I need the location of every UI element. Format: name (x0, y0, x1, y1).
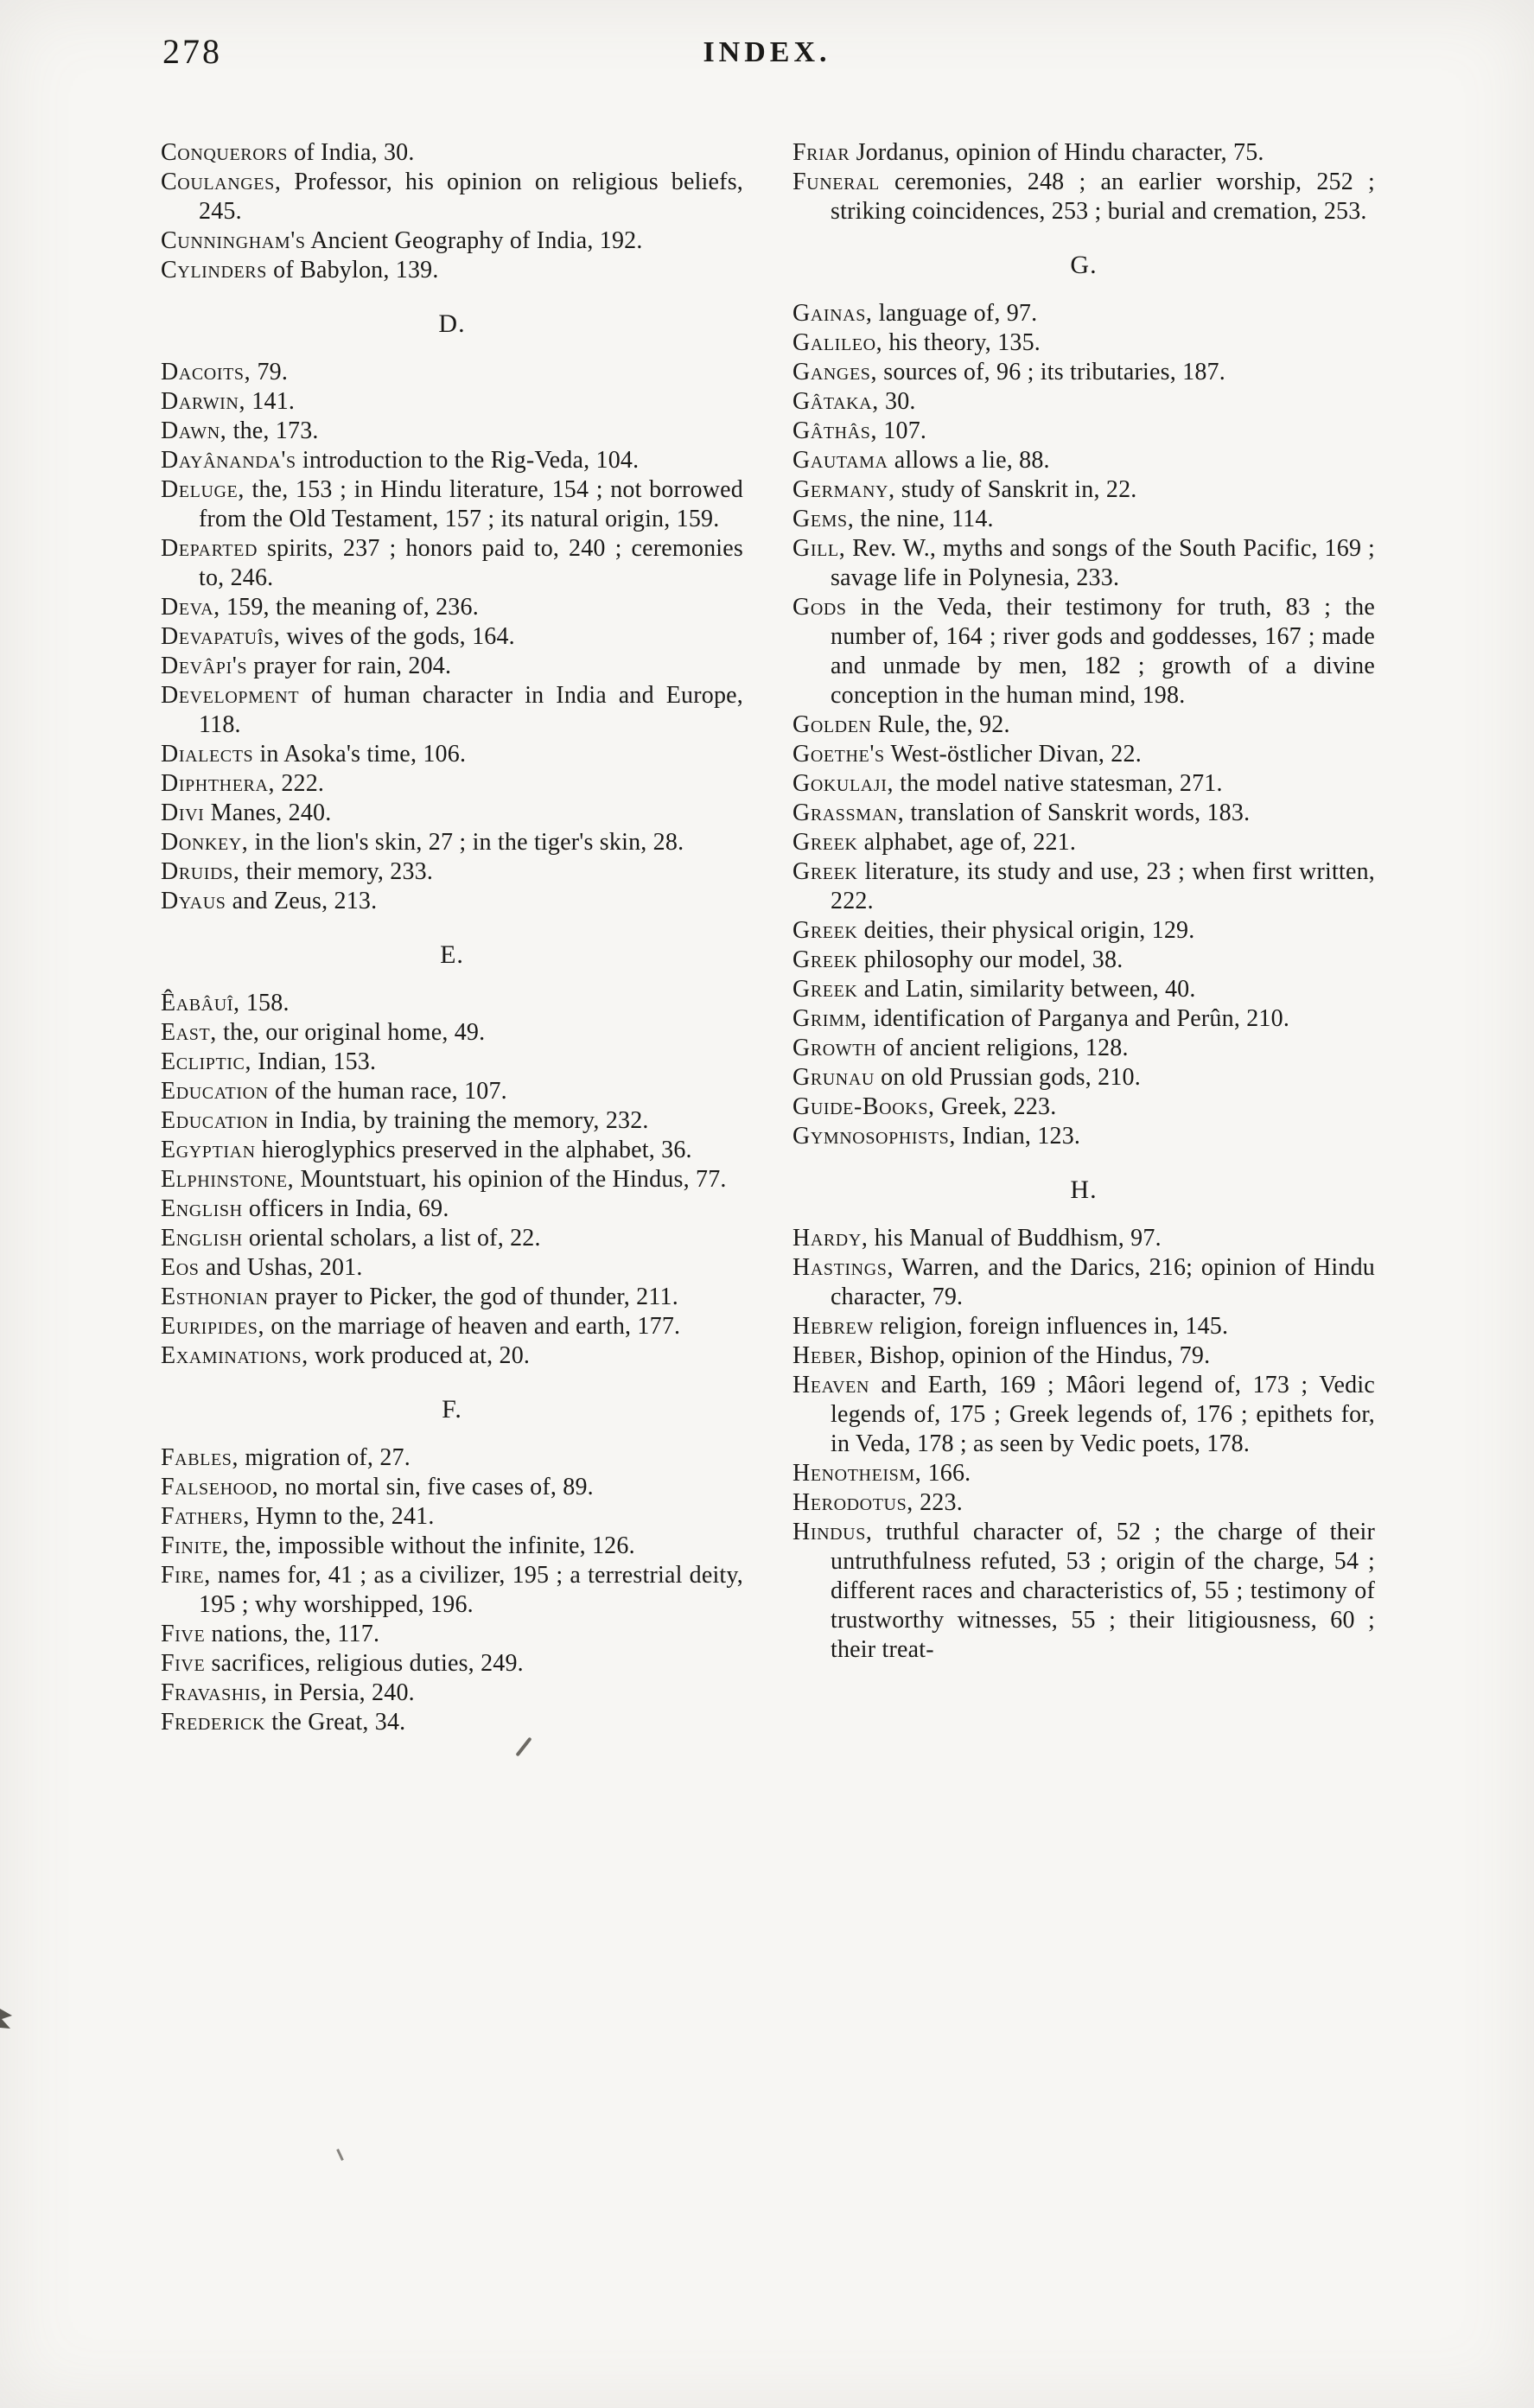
entry-term: Euripides, (161, 1313, 265, 1340)
index-entry (161, 256, 743, 285)
entry-text: translation of Sanskrit words, 183. (910, 799, 1251, 826)
entry-term: Hastings, (792, 1254, 894, 1281)
index-entry (161, 226, 743, 256)
entry-term: Ecliptic, (161, 1048, 252, 1075)
entry-term: Grassman, (792, 799, 905, 826)
index-entry (792, 1224, 1375, 1253)
entry-text: the, impossible without the infinite, 126. (235, 1532, 635, 1559)
index-entry (161, 1018, 743, 1048)
entry-text: names for, 41 ; as a civilizer, 195 ; a terrestrial deity, 195 ; why worshipped, 196. (199, 1562, 743, 1618)
index-entry (792, 138, 1375, 168)
section-heading: E. (440, 940, 464, 969)
entry-text: the model native statesman, 271. (900, 770, 1223, 797)
entry-term: Examinations, (161, 1342, 309, 1369)
entry-term: Herodotus, (792, 1489, 913, 1516)
entry-term: Dacoits, (161, 359, 251, 385)
index-entry (161, 857, 743, 887)
index-entry (161, 138, 743, 168)
index-entry (161, 534, 743, 593)
index-entry (161, 1136, 743, 1165)
entry-text: the nine, 114. (860, 506, 994, 532)
index-column-left (161, 138, 743, 1737)
section-heading: G. (1070, 251, 1098, 279)
index-entry (161, 475, 743, 534)
entry-term: Diphthera, (161, 770, 276, 797)
entry-term: Frederick (161, 1709, 265, 1736)
entry-text: migration of, 27. (245, 1444, 411, 1471)
entry-term: Gokulaji, (792, 770, 894, 797)
index-entry (792, 975, 1375, 1004)
entry-text: and Zeus, 213. (232, 888, 378, 914)
entry-term: Greek (792, 976, 858, 1003)
index-entry (792, 799, 1375, 828)
section-heading: F. (442, 1395, 462, 1424)
entry-text: introduction to the Rig-Veda, 104. (302, 447, 640, 474)
entry-text: of human character in India and Europe, 118. (199, 682, 743, 738)
entry-term: Divi (161, 799, 205, 826)
entry-term: Dyaus (161, 888, 226, 914)
index-entry (792, 1063, 1375, 1093)
entry-text: Jordanus, opinion of Hindu character, 75. (856, 139, 1264, 166)
entry-text: Bishop, opinion of the Hindus, 79. (869, 1342, 1211, 1369)
entry-text: in Asoka's time, 106. (259, 741, 467, 768)
index-entry (792, 1004, 1375, 1034)
index-entry (161, 1048, 743, 1077)
entry-text: of the human race, 107. (274, 1078, 507, 1105)
entry-term: Fables, (161, 1444, 239, 1471)
entry-text: and Latin, similarity between, 40. (863, 976, 1196, 1003)
entry-text: Rev. W., myths and songs of the South Pacific, 169 ; savage life in Polynesia, 233. (831, 535, 1375, 591)
index-entry (792, 857, 1375, 916)
entry-text: ceremonies, 248 ; an earlier worship, 252 ; striking coincidences, 253 ; burial and cremation, 253. (831, 169, 1375, 225)
index-entry (161, 1620, 743, 1649)
entry-term: Grimm, (792, 1005, 868, 1032)
index-entry (792, 417, 1375, 446)
entry-text: hieroglyphics preserved in the alphabet, 36. (261, 1137, 692, 1163)
entry-term: Donkey, (161, 829, 249, 856)
entry-term: Darwin, (161, 388, 246, 415)
entry-text: and Ushas, 201. (205, 1254, 363, 1281)
entry-text: 222. (281, 770, 325, 797)
index-entry (792, 1488, 1375, 1518)
entry-text: Greek, 223. (940, 1093, 1057, 1120)
section-heading: H. (1070, 1175, 1098, 1204)
index-entry (792, 1312, 1375, 1341)
index-entry (161, 989, 743, 1018)
entry-term: Golden (792, 711, 872, 738)
entry-text: in Persia, 240. (273, 1679, 415, 1706)
entry-term: Greek (792, 858, 858, 885)
index-entry (792, 1518, 1375, 1665)
entry-text: Ancient Geography of India, 192. (310, 227, 643, 254)
index-entry (161, 622, 743, 652)
entry-term: Henotheism, (792, 1460, 922, 1487)
entry-term: Egyptian (161, 1137, 256, 1163)
entry-text: officers in India, 69. (248, 1195, 449, 1222)
entry-text: prayer for rain, 204. (253, 653, 452, 679)
entry-term: Cunningham's (161, 227, 306, 254)
entry-term: Ganges, (792, 359, 878, 385)
entry-text: Rule, the, 92. (877, 711, 1010, 738)
section-heading: D. (438, 309, 466, 338)
entry-term: Hebrew (792, 1313, 874, 1340)
entry-term: Falsehood, (161, 1474, 279, 1500)
entry-term: Fathers, (161, 1503, 250, 1530)
entry-term: Education (161, 1078, 269, 1105)
entry-text: his theory, 135. (888, 329, 1041, 356)
entry-text: allows a lie, 88. (894, 447, 1050, 474)
entry-term: Gâtaka, (792, 388, 879, 415)
index-entry (792, 328, 1375, 358)
index-entry (792, 1122, 1375, 1151)
entry-text: their memory, 233. (245, 858, 434, 885)
entry-term: Gill, (792, 535, 846, 562)
entry-term: Departed (161, 535, 258, 562)
entry-term: Heber, (792, 1342, 863, 1369)
entry-term: Eos (161, 1254, 200, 1281)
entry-term: Conquerors (161, 139, 288, 166)
entry-term: English (161, 1225, 243, 1252)
entry-term: Heaven (792, 1372, 870, 1398)
entry-text: language of, 97. (878, 300, 1038, 327)
index-entry (792, 299, 1375, 328)
index-entry (792, 168, 1375, 226)
entry-text: the, our original home, 49. (223, 1019, 486, 1046)
entry-term: Gâthâs, (792, 417, 878, 444)
index-entry (161, 652, 743, 681)
page-title: INDEX. (703, 36, 831, 68)
entry-text: nations, the, 117. (211, 1621, 380, 1647)
entry-term: Guide-Books, (792, 1093, 935, 1120)
index-entry (161, 446, 743, 475)
entry-text: truthful character of, 52 ; the charge of their untruthfulness refuted, 53 ; origin of the charge, 54 ; different races and characteristics of, 55 ; testimony of trustworthy witnesses, 55 ; their litigiousness, 60 ; their treat- (831, 1519, 1376, 1663)
entry-term: Galileo, (792, 329, 883, 356)
index-entry (161, 1283, 743, 1312)
index-entry (161, 799, 743, 828)
index-entry (792, 710, 1375, 740)
entry-term: Esthonian (161, 1284, 269, 1310)
entry-term: Deluge, (161, 476, 245, 503)
index-entry (792, 593, 1375, 710)
entry-term: Dialects (161, 741, 254, 768)
entry-term: Dayânanda's (161, 447, 296, 474)
index-entry (161, 1561, 743, 1620)
entry-term: Fravashis, (161, 1679, 268, 1706)
index-entry (792, 1093, 1375, 1122)
entry-term: Devâpi's (161, 653, 248, 679)
entry-term: Development (161, 682, 300, 709)
index-entry (792, 446, 1375, 475)
entry-text: his Manual of Buddhism, 97. (874, 1225, 1162, 1252)
entry-text: Professor, his opinion on religious beliefs, 245. (199, 169, 743, 225)
entry-text: Indian, 123. (962, 1123, 1081, 1150)
entry-text: Indian, 153. (258, 1048, 377, 1075)
entry-text: identification of Parganya and Perûn, 210. (873, 1005, 1290, 1032)
index-entry (161, 593, 743, 622)
entry-text: of ancient religions, 128. (882, 1035, 1129, 1061)
entry-term: East, (161, 1019, 217, 1046)
index-entry (792, 740, 1375, 769)
entry-text: wives of the gods, 164. (286, 623, 515, 650)
entry-term: Gems, (792, 506, 855, 532)
entry-text: study of Sanskrit in, 22. (901, 476, 1137, 503)
index-entry (161, 358, 743, 387)
index-entry (792, 475, 1375, 505)
entry-text: spirits, 237 ; honors paid to, 240 ; ceremonies to, 246. (199, 535, 743, 591)
entry-term: Greek (792, 829, 858, 856)
index-entry (161, 1649, 743, 1679)
entry-text: of India, 30. (294, 139, 415, 166)
index-entry (792, 387, 1375, 417)
entry-term: Grunau (792, 1064, 875, 1091)
entry-term: Germany, (792, 476, 895, 503)
entry-text: the Great, 34. (271, 1709, 406, 1736)
index-entry (161, 1679, 743, 1708)
page-number: 278 (162, 32, 222, 71)
entry-term: Funeral (792, 169, 880, 195)
entry-text: 107. (883, 417, 927, 444)
index-entry (161, 1253, 743, 1283)
index-entry (161, 769, 743, 799)
entry-text: 30. (885, 388, 916, 415)
entry-term: Five (161, 1621, 206, 1647)
entry-term: Growth (792, 1035, 877, 1061)
index-entry (161, 1708, 743, 1737)
entry-term: Five (161, 1650, 206, 1677)
entry-text: no mortal sin, five cases of, 89. (284, 1474, 594, 1500)
index-entry (792, 1341, 1375, 1371)
index-entry (161, 681, 743, 740)
entry-text: 223. (920, 1489, 963, 1516)
index-entry (161, 828, 743, 857)
index-entry (161, 1443, 743, 1473)
index-entry (161, 1194, 743, 1224)
entry-text: the, 173. (232, 417, 319, 444)
index-entry (792, 769, 1375, 799)
index-entry (792, 1459, 1375, 1488)
entry-text: work produced at, 20. (315, 1342, 531, 1369)
entry-text: sacrifices, religious duties, 249. (211, 1650, 524, 1677)
entry-text: Hymn to the, 241. (256, 1503, 435, 1530)
entry-term: Gautama (792, 447, 888, 474)
index-entry (792, 828, 1375, 857)
entry-term: Finite, (161, 1532, 229, 1559)
index-entry (161, 1341, 743, 1371)
index-entry (161, 1312, 743, 1341)
entry-text: on the marriage of heaven and earth, 177. (271, 1313, 681, 1340)
entry-term: Hindus, (792, 1519, 873, 1545)
entry-term: Druids, (161, 858, 240, 885)
scan-artifact-left-edge (0, 2007, 17, 2029)
entry-term: Êabâuî, (161, 990, 240, 1016)
index-entry (161, 1077, 743, 1106)
entry-text: Warren, and the Darics, 216; opinion of Hindu character, 79. (831, 1254, 1375, 1310)
entry-text: oriental scholars, a list of, 22. (248, 1225, 541, 1252)
entry-text: 79. (257, 359, 289, 385)
index-entry (792, 358, 1375, 387)
entry-term: Gods (792, 594, 847, 621)
index-entry (161, 387, 743, 417)
entry-text: in the Veda, their testimony for truth, 83 ; the number of, 164 ; river gods and goddesses, 167 ; made and unmade by men, 182 ; growth of a divine conception in the human mind, 198. (831, 594, 1376, 709)
entry-term: Deva, (161, 594, 220, 621)
entry-term: Hardy, (792, 1225, 869, 1252)
entry-text: the, 153 ; in Hindu literature, 154 ; not borrowed from the Old Testament, 157 ; its natural origin, 159. (199, 476, 743, 532)
index-entry (161, 1224, 743, 1253)
index-entry (792, 946, 1375, 975)
entry-text: on old Prussian gods, 210. (881, 1064, 1141, 1091)
entry-term: Fire, (161, 1562, 211, 1589)
index-column-right (792, 138, 1375, 1737)
entry-text: West-östlicher Divan, 22. (890, 741, 1142, 768)
index-entry (792, 916, 1375, 946)
entry-term: Greek (792, 917, 858, 944)
entry-term: Friar (792, 139, 850, 166)
entry-term: Greek (792, 946, 858, 973)
entry-text: in India, by training the memory, 232. (274, 1107, 649, 1134)
index-entry (161, 1106, 743, 1136)
index-entry (161, 1473, 743, 1502)
entry-term: Dawn, (161, 417, 227, 444)
entry-text: alphabet, age of, 221. (863, 829, 1077, 856)
index-entry (161, 1502, 743, 1532)
entry-text: religion, foreign influences in, 145. (880, 1313, 1229, 1340)
entry-text: Manes, 240. (210, 799, 332, 826)
index-entry (792, 505, 1375, 534)
entry-term: Elphinstone, (161, 1166, 295, 1193)
index-entry (792, 534, 1375, 593)
entry-text: sources of, 96 ; its tributaries, 187. (883, 359, 1225, 385)
index-entry (792, 1371, 1375, 1459)
index-entry (161, 168, 743, 226)
entry-text: 159, the meaning of, 236. (226, 594, 479, 621)
entry-text: 158. (245, 990, 290, 1016)
entry-text: prayer to Picker, the god of thunder, 211. (274, 1284, 678, 1310)
index-entry (161, 417, 743, 446)
index-entry (161, 887, 743, 916)
entry-text: deities, their physical origin, 129. (863, 917, 1195, 944)
entry-term: Cylinders (161, 257, 267, 283)
entry-text: of Babylon, 139. (273, 257, 439, 283)
index-columns (161, 138, 1376, 1737)
entry-text: in the lion's skin, 27 ; in the tiger's skin, 28. (254, 829, 684, 856)
entry-text: literature, its study and use, 23 ; when first written, 222. (831, 858, 1376, 914)
scan-artifact-tick (336, 2149, 344, 2161)
entry-term: Goethe's (792, 741, 885, 768)
index-entry (161, 1165, 743, 1194)
index-entry (792, 1253, 1375, 1312)
entry-term: Education (161, 1107, 269, 1134)
entry-term: Coulanges, (161, 169, 282, 195)
index-entry (161, 740, 743, 769)
index-entry (161, 1532, 743, 1561)
entry-text: Mountstuart, his opinion of the Hindus, 77. (300, 1166, 727, 1193)
entry-text: 166. (927, 1460, 971, 1487)
entry-text: philosophy our model, 38. (863, 946, 1123, 973)
entry-term: Gymnosophists, (792, 1123, 956, 1150)
entry-text: 141. (251, 388, 296, 415)
entry-text: and Earth, 169 ; Mâori legend of, 173 ; Vedic legends of, 175 ; Greek legends of, 176 ; epithets for, in Veda, 178 ; as seen by Vedic poets, 178. (831, 1372, 1375, 1457)
entry-term: English (161, 1195, 243, 1222)
entry-term: Devapatuîs, (161, 623, 281, 650)
entry-term: Gainas, (792, 300, 873, 327)
scan-artifact-slash (515, 1737, 531, 1757)
index-entry (792, 1034, 1375, 1063)
